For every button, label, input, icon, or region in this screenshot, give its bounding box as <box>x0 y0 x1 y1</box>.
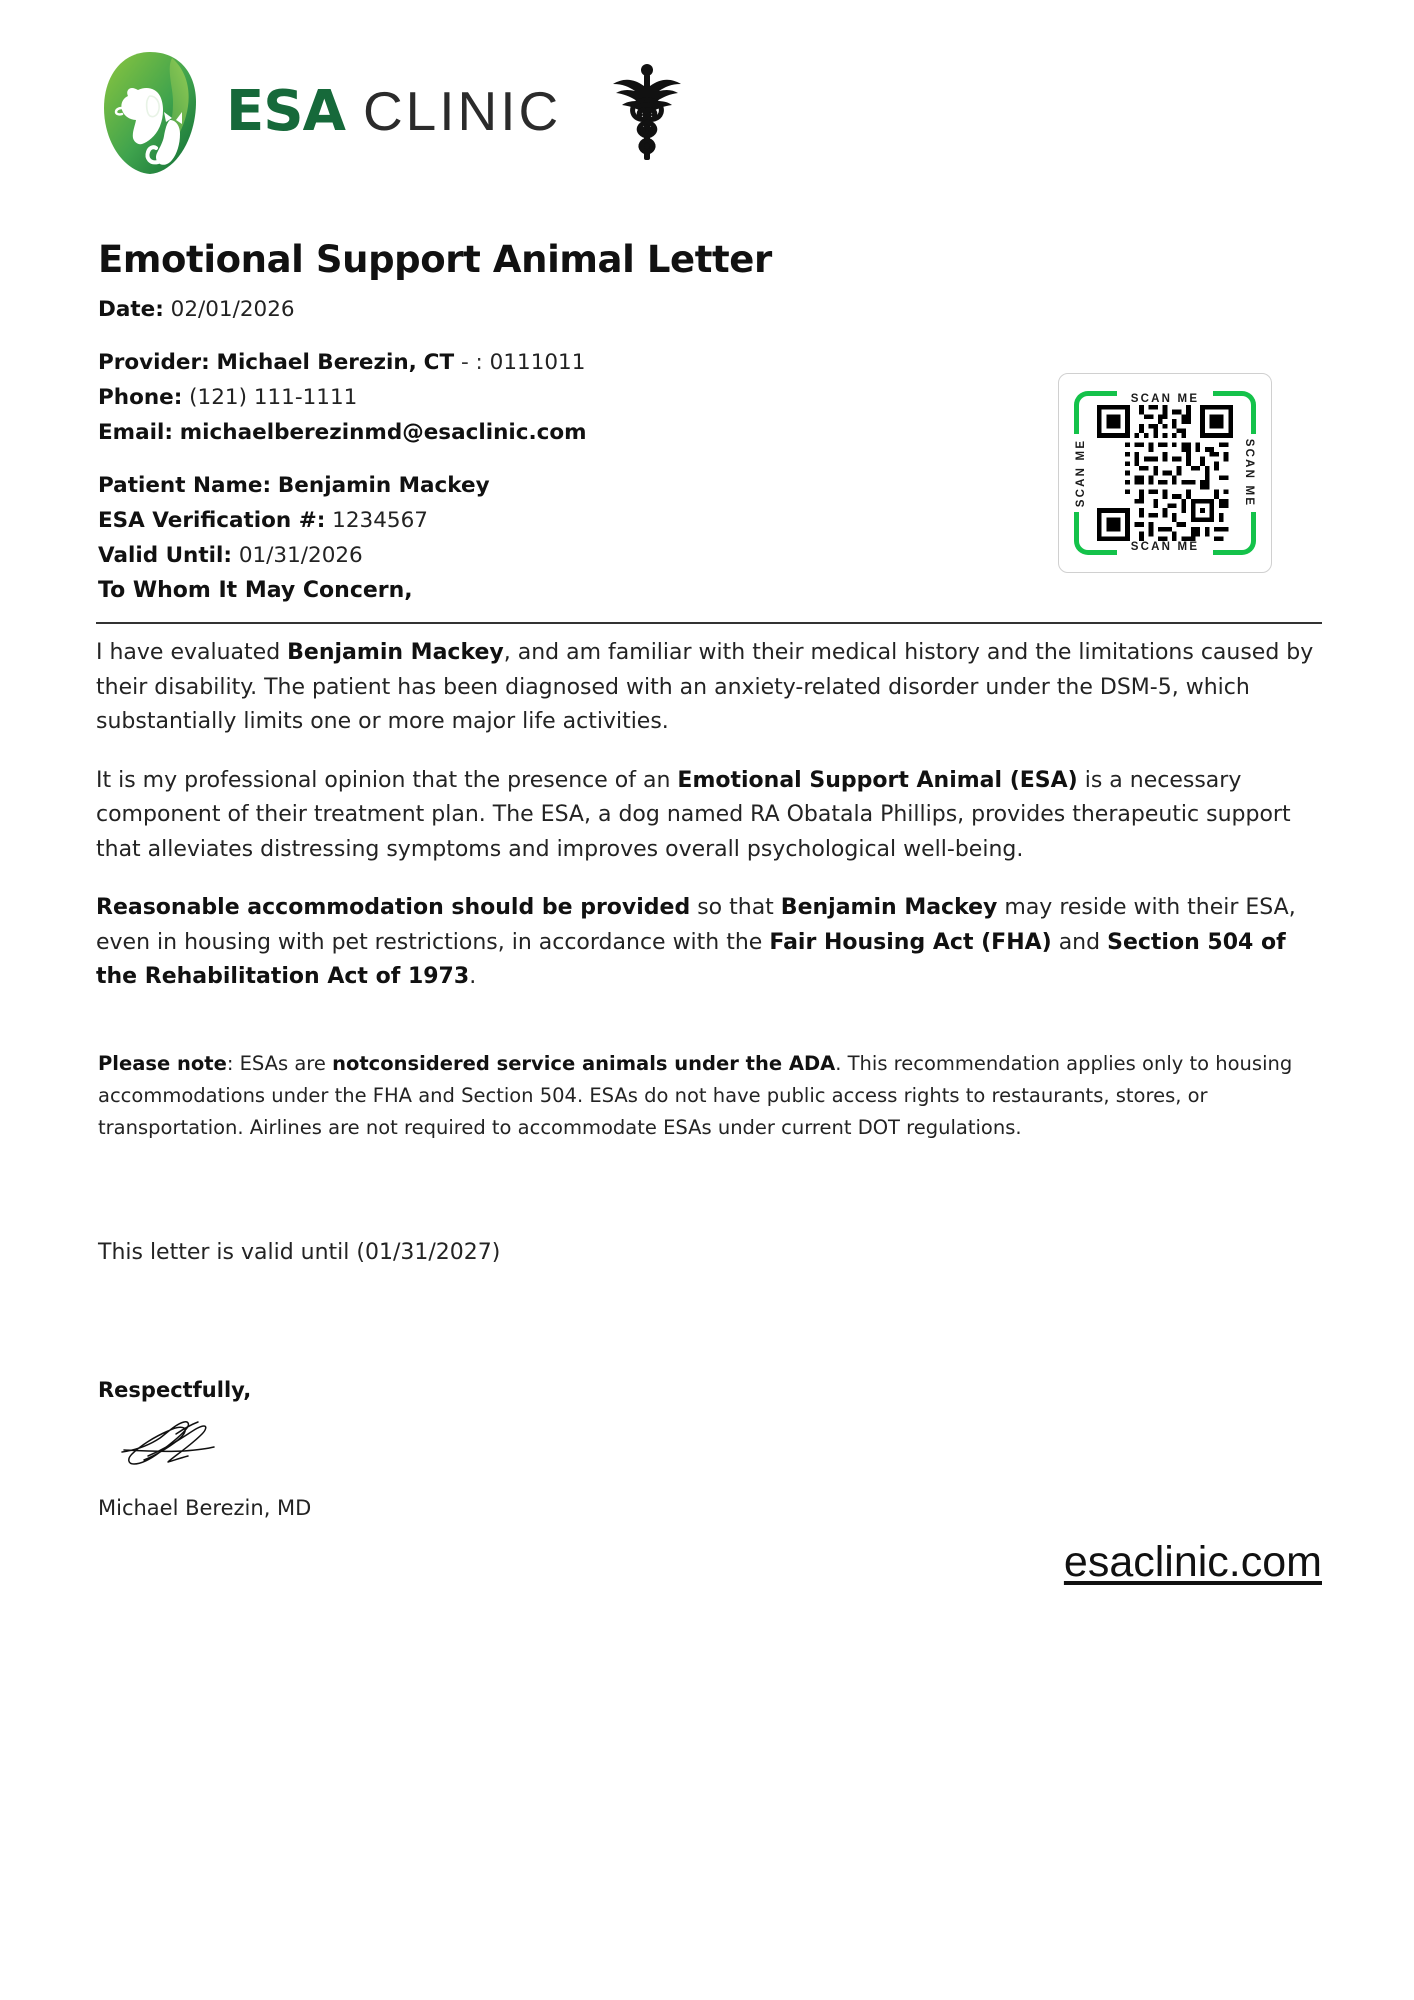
note-mid: : ESAs are <box>226 1052 333 1075</box>
p3-part-h: . <box>469 964 477 989</box>
valid-until-row <box>98 538 918 573</box>
date-group <box>98 292 918 327</box>
paragraph-opinion <box>96 764 1330 868</box>
provider-row: Provider: Michael Berezin, CT - : 0111011 <box>98 350 586 375</box>
brand-name-esa: ESA <box>226 79 345 144</box>
paragraph-evaluation <box>96 636 1330 740</box>
verification-label: ESA Verification #: <box>98 508 326 533</box>
patient-value: Benjamin Mackey <box>277 473 490 498</box>
provider-license: 0111011 <box>489 350 586 375</box>
valid-until-label: Valid Until: <box>98 543 232 568</box>
letter-metadata <box>98 292 918 573</box>
scan-me-label-left: SCAN ME <box>1075 438 1088 508</box>
letter-body <box>96 636 1330 1019</box>
scan-me-label-bottom: SCAN ME <box>1130 541 1200 553</box>
phone-value: (121) 111-1111 <box>189 385 358 410</box>
page-title: Emotional Support Animal Letter <box>98 238 772 281</box>
salutation: To Whom It May Concern, <box>98 578 413 603</box>
p3-fha: Fair Housing Act (FHA) <box>769 929 1052 955</box>
p3-part-d: may reside with their ESA, even in housing with pet restrictions, in accordance with the <box>96 895 1296 955</box>
email-label: Email: <box>98 420 173 445</box>
disclaimer-note <box>98 1048 1324 1144</box>
dog-cat-leaf-logo-icon <box>98 46 202 178</box>
p1-part-c: , and am familiar with their medical history and the limitations caused by their disability. The patient has been diagnosed with an anxiety-related disorder under the DSM-5, which substantially limits one or more major life activities. <box>96 640 1314 734</box>
email-row <box>98 415 918 450</box>
handwritten-signature-image <box>118 1412 238 1474</box>
validity-line: This letter is valid until (01/31/2027) <box>98 1240 501 1265</box>
scan-me-label-right: SCAN ME <box>1242 438 1255 508</box>
paragraph-accommodation <box>96 891 1330 995</box>
patient-group <box>98 468 918 573</box>
patient-name-row <box>98 468 918 503</box>
scan-me-label-top: SCAN ME <box>1130 393 1200 405</box>
closing-salutation: Respectfully, <box>98 1378 252 1402</box>
p3-part-b: so that <box>690 895 781 920</box>
p3-lead: Reasonable accommodation should be provided <box>96 895 691 920</box>
p3-section-504: Section 504 of the Rehabilitation Act of 1973 <box>96 929 1286 989</box>
p3-part-f: and <box>1051 929 1108 955</box>
date-row <box>98 292 918 327</box>
p2-part-c: is a necessary component of their treatment plan. The ESA, a dog named RA Obatala Phillips, provides therapeutic support that alleviates distressing symptoms and improves overall psychological well-being. <box>96 767 1291 862</box>
letterhead <box>98 42 683 182</box>
p2-esa-term: Emotional Support Animal (ESA) <box>677 767 1078 793</box>
signer-name: Michael Berezin, MD <box>98 1496 312 1520</box>
provider-separator: - : <box>460 350 483 375</box>
email-value: michaelberezinmd@esaclinic.com <box>179 420 587 445</box>
qr-code-matrix <box>1097 405 1233 541</box>
brand-name-clinic: CLINIC <box>362 80 562 142</box>
verification-value: 1234567 <box>332 508 428 533</box>
header-divider <box>96 622 1322 624</box>
date-label: Date: <box>98 297 164 322</box>
provider-group <box>98 345 918 450</box>
p1-patient-name: Benjamin Mackey <box>287 640 504 665</box>
phone-label: Phone: <box>98 385 183 410</box>
phone-row <box>98 380 918 415</box>
p1-part-a: I have evaluated <box>96 640 288 665</box>
patient-label: Patient Name: <box>98 473 272 498</box>
provider-label: Provider: <box>98 350 210 375</box>
qr-code-frame <box>1068 383 1262 563</box>
note-bold-ada: notconsidered service animals under the ADA <box>332 1052 836 1075</box>
p3-patient-name: Benjamin Mackey <box>780 895 998 920</box>
valid-until-value: 01/31/2026 <box>238 543 363 568</box>
note-tail: . This recommendation applies only to housing accommodations under the FHA and Section 504. ESAs do not have public access rights to restaurants, stores, or transportation. Airlines are not required to accommodate ESAs under current DOT regulations. <box>98 1052 1293 1139</box>
date-value: 02/01/2026 <box>170 297 295 322</box>
website-link[interactable]: esaclinic.com <box>1063 1538 1322 1586</box>
verification-row <box>98 503 918 538</box>
note-lead: Please note <box>98 1052 227 1075</box>
qr-code-card[interactable] <box>1058 373 1272 573</box>
provider-name: Michael Berezin <box>216 350 409 375</box>
p2-part-a: It is my professional opinion that the presence of an <box>96 767 678 793</box>
provider-credential: CT <box>423 350 455 375</box>
caduceus-icon <box>611 56 683 168</box>
brand-wordmark <box>226 79 562 144</box>
